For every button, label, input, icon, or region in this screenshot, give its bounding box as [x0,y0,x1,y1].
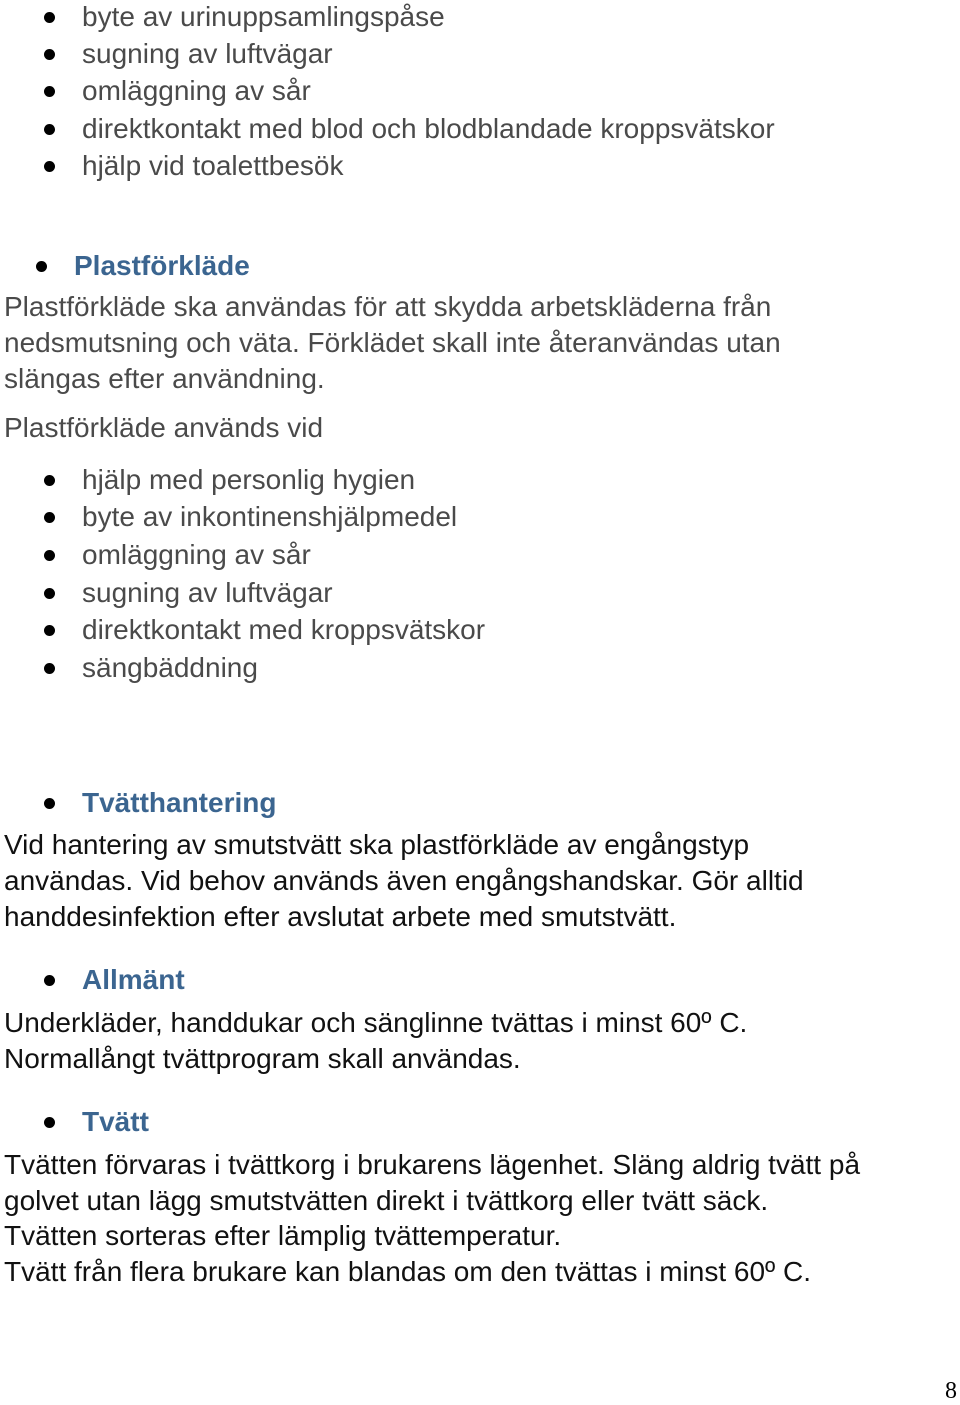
section-heading-text: Tvätthantering [82,787,277,818]
paragraph-line: Vid hantering av smutstvätt ska plastförkläde av engångstyp [4,829,750,860]
bullet-icon [44,12,55,23]
list-item-text: direktkontakt med kroppsvätskor [82,614,486,645]
bullet-icon [44,663,55,674]
list-item [0,149,960,183]
list-item-text: sängbäddning [82,652,258,683]
bullet-icon [44,798,55,809]
list-item [0,500,960,534]
list-item [0,651,960,685]
paragraph-line: slängas efter användning. [4,363,325,394]
section-heading-text: Tvätt [82,1106,149,1137]
bullet-icon [44,49,55,60]
list-item [0,0,960,34]
bullet-icon [44,975,55,986]
bullet-icon [44,512,55,523]
paragraph-line: Tvätten förvaras i tvättkorg i brukarens lägenhet. Släng aldrig tvätt på [4,1149,861,1180]
list-item-text: sugning av luftvägar [82,577,333,608]
list-item [0,463,960,497]
paragraph-line: Tvätt från flera brukare kan blandas om den tvättas i minst 60º C. [4,1256,812,1287]
paragraph-line: Normallångt tvättprogram skall användas. [4,1043,521,1074]
list-item [0,613,960,647]
list-item-text: sugning av luftvägar [82,38,333,69]
section-heading-general [0,963,960,999]
paragraph-line: Tvätten sorteras efter lämplig tvättemperatur. [4,1220,562,1251]
paragraph-line: handdesinfektion efter avslutat arbete med smutstvätt. [4,901,677,932]
list-item [0,538,960,572]
list-item [0,112,960,146]
bullet-icon [44,161,55,172]
bullet-icon [44,550,55,561]
paragraph-line: Plastförkläde används vid [4,412,324,443]
bullet-icon [36,261,47,272]
bullet-icon [44,124,55,135]
list-item-text: omläggning av sår [82,539,311,570]
section-heading-text: Plastförkläde [74,250,250,281]
section-heading-apron [0,249,960,285]
list-item-text: direktkontakt med blod och blodblandade kroppsvätskor [82,113,775,144]
section-heading-laundry [0,1105,960,1141]
list-item [0,74,960,108]
page-number: 8 [945,1378,957,1404]
paragraph-line: nedsmutsning och väta. Förklädet skall inte återanvändas utan [4,327,781,358]
list-item [0,576,960,610]
list-item-text: byte av inkontinenshjälpmedel [82,501,458,532]
bullet-icon [44,86,55,97]
list-item-text: byte av urinuppsamlingspåse [82,1,445,32]
section-heading-laundry-handling [0,786,960,822]
section-heading-text: Allmänt [82,964,185,995]
paragraph-line: Plastförkläde ska användas för att skydda arbetskläderna från [4,291,772,322]
bullet-icon [44,1117,55,1128]
bullet-icon [44,625,55,636]
paragraph-line: golvet utan lägg smutstvätten direkt i tvättkorg eller tvätt säck. [4,1185,769,1216]
bullet-icon [44,588,55,599]
list-item-text: hjälp med personlig hygien [82,464,416,495]
paragraph-line: användas. Vid behov används även engångshandskar. Gör alltid [4,865,804,896]
list-item [0,37,960,71]
list-item-text: omläggning av sår [82,75,311,106]
paragraph-line: Underkläder, handdukar och sänglinne tvättas i minst 60º C. [4,1007,748,1038]
bullet-icon [44,475,55,486]
list-item-text: hjälp vid toalettbesök [82,150,344,181]
